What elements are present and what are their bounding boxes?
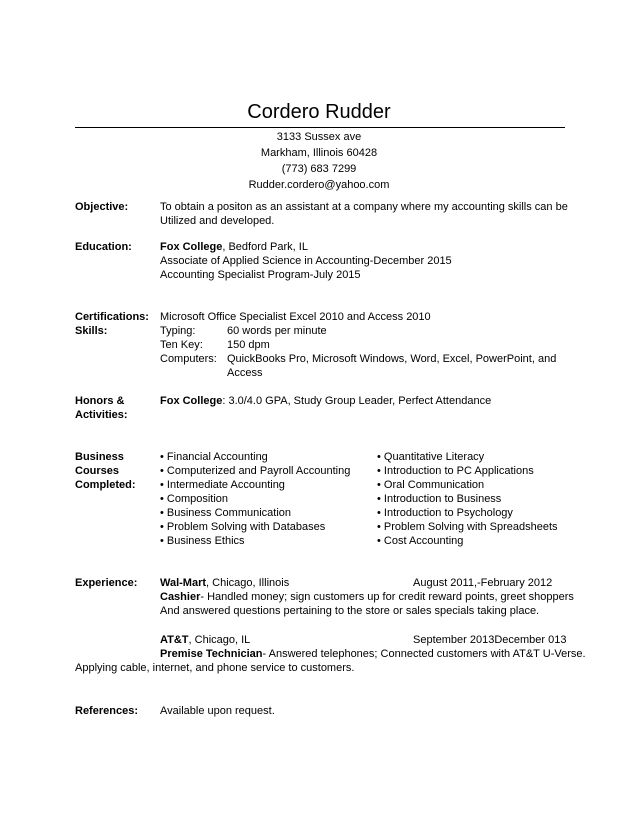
skills-label: Skills: (75, 325, 108, 337)
course-right-4: • Introduction to Business (377, 493, 502, 505)
skill-tenkey-key: Ten Key: (160, 339, 203, 351)
course-left-2: • Computerized and Payroll Accounting (160, 465, 351, 477)
job1-company: Wal-Mart (160, 577, 207, 589)
course-left-7: • Business Ethics (160, 535, 245, 547)
phone-line: (773) 683 7299 (281, 163, 357, 175)
certifications-label: Certifications: (75, 311, 149, 323)
job2-heading (160, 633, 250, 647)
education-line-3: Accounting Specialist Program-July 2015 (160, 269, 361, 281)
references-value: Available upon request. (160, 705, 275, 717)
education-line-1 (160, 240, 308, 254)
city-line: Markham, Illinois 60428 (260, 147, 378, 159)
job2-title: Premise Technician (160, 648, 263, 660)
job2-company: AT&T (160, 634, 189, 646)
resume-name: Cordero Rudder (247, 101, 391, 123)
job1-title: Cashier (160, 591, 201, 603)
education-line-2: Associate of Applied Science in Accounting-December 2015 (160, 255, 452, 267)
courses-label-1: Business (75, 451, 124, 463)
job2-location: , Chicago, IL (188, 634, 251, 646)
job1-heading (160, 576, 289, 590)
course-right-6: • Problem Solving with Spreadsheets (377, 521, 558, 533)
address-line: 3133 Sussex ave (276, 131, 362, 143)
job1-line-1 (160, 590, 574, 604)
email-line: Rudder.cordero@yahoo.com (248, 179, 390, 191)
job1-dates: August 2011,-February 2012 (413, 577, 553, 589)
honors-school: Fox College (160, 395, 223, 407)
skill-typing-key: Typing: (160, 325, 196, 337)
course-left-5: • Business Communication (160, 507, 292, 519)
course-left-6: • Problem Solving with Databases (160, 521, 326, 533)
education-label: Education: (75, 241, 132, 253)
job1-desc-1: - Handled money; sign customers up for credit reward points, greet shoppers (200, 591, 574, 603)
job1-location: , Chicago, Illinois (206, 577, 290, 589)
references-label: References: (75, 705, 138, 717)
course-right-3: • Oral Communication (377, 479, 485, 491)
education-school: Fox College (160, 241, 223, 253)
header-rule (75, 127, 565, 128)
objective-label: Objective: (75, 201, 129, 213)
course-left-1: • Financial Accounting (160, 451, 268, 463)
skill-computers-value-1: QuickBooks Pro, Microsoft Windows, Word, Excel, PowerPoint, and (227, 353, 557, 365)
courses-label-3: Completed: (75, 479, 136, 491)
course-right-2: • Introduction to PC Applications (377, 465, 534, 477)
skill-typing-value: 60 words per minute (227, 325, 327, 337)
objective-line-2: Utilized and developed. (160, 215, 275, 227)
job2-desc-1: - Answered telephones; Connected customers with AT&T U-Verse. (262, 648, 586, 660)
job2-dates: September 2013December 013 (413, 634, 567, 646)
skill-computers-key: Computers: (160, 353, 217, 365)
objective-line-1: To obtain a positon as an assistant at a company where my accounting skills can be (160, 201, 568, 213)
job2-desc-2: Applying cable, internet, and phone service to customers. (75, 662, 355, 674)
honors-label-1: Honors & (75, 395, 125, 407)
certifications-value: Microsoft Office Specialist Excel 2010 and Access 2010 (160, 311, 431, 323)
course-left-3: • Intermediate Accounting (160, 479, 285, 491)
honors-label-2: Activities: (75, 409, 128, 421)
honors-value (160, 394, 491, 408)
job2-line-1 (160, 647, 586, 661)
course-left-4: • Composition (160, 493, 229, 505)
education-location: , Bedford Park, IL (222, 241, 308, 253)
courses-label-2: Courses (75, 465, 120, 477)
course-right-5: • Introduction to Psychology (377, 507, 513, 519)
experience-label: Experience: (75, 577, 138, 589)
course-right-1: • Quantitative Literacy (377, 451, 485, 463)
course-right-7: • Cost Accounting (377, 535, 464, 547)
skill-tenkey-value: 150 dpm (227, 339, 270, 351)
skill-computers-value-2: Access (227, 367, 263, 379)
job1-desc-2: And answered questions pertaining to the store or sales specials taking place. (160, 605, 540, 617)
honors-detail: : 3.0/4.0 GPA, Study Group Leader, Perfect Attendance (222, 395, 492, 407)
